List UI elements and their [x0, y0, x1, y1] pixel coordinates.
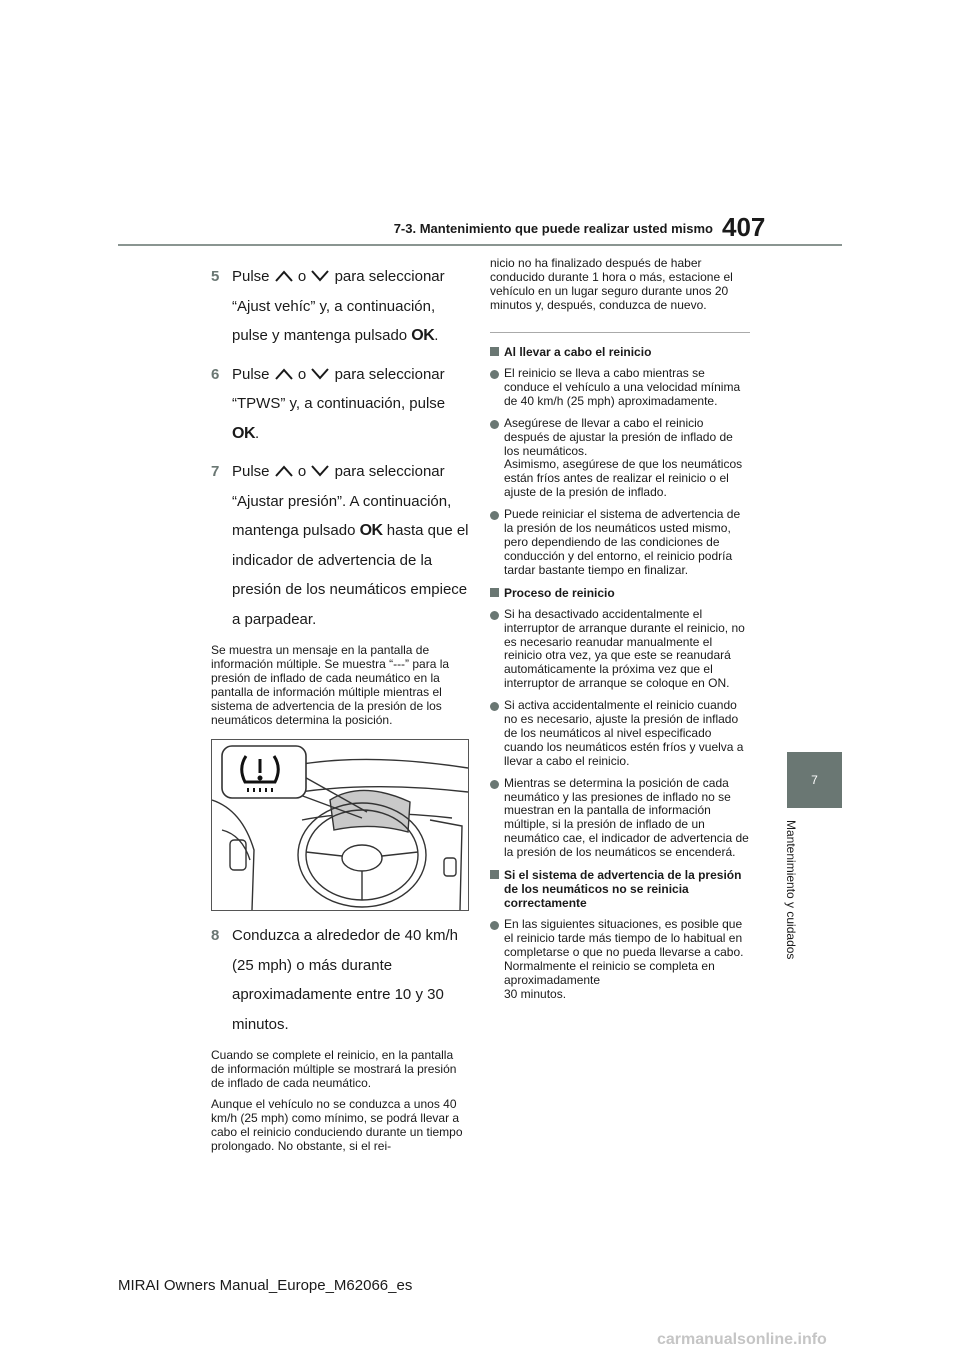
chapter-tab-label: [779, 820, 809, 1020]
ok-button-icon: OK: [411, 327, 435, 344]
step-text: Pulse: [232, 365, 270, 383]
bullet-dot-icon: [490, 511, 499, 520]
chevron-up-icon: [274, 368, 294, 380]
bullet-item: [490, 508, 750, 578]
note-text: Se muestra un mensaje en la pantalla de información múltiple. Se muestra “---” para la presión de inflado de cada neumático en la pantalla de información múltiple mientras el sistema de advertencia de la presión de los neumáticos determina la posición.: [211, 643, 450, 727]
section-title: 7-3. Mantenimiento que puede realizar usted mismo: [393, 221, 713, 236]
chevron-down-icon: [310, 368, 330, 380]
section-heading-text: Proceso de reinicio: [504, 585, 615, 600]
chapter-tab-number: 7: [787, 752, 842, 808]
left-column: [211, 262, 469, 1160]
bullet-item: [490, 608, 750, 691]
square-bullet-icon: [490, 347, 499, 356]
bullet-dot-icon: [490, 702, 499, 711]
square-bullet-icon: [490, 588, 499, 597]
step-text: para seleccionar “TPWS” y, a continuación, pulse: [232, 365, 446, 412]
bullet-item: [490, 417, 750, 500]
bullet-dot-icon: [490, 611, 499, 620]
bullet-dot-icon: [490, 420, 499, 429]
step-number: 8: [211, 927, 220, 944]
bullet-text: Asegúrese de llevar a cabo el reinicio después de ajustar la presión de inflado de los neumáticos. Asimismo, asegúrese de que los neumáticos están fríos antes de realizar el reinicio o el ajuste de la presión de inflado.: [504, 415, 743, 500]
step-text: o: [297, 268, 307, 285]
step-text: .: [434, 327, 439, 344]
right-column: [490, 256, 750, 1010]
square-bullet-icon: [490, 870, 499, 879]
step-text: para seleccionar “Ajustar presión”. A continuación, mantenga pulsado: [232, 463, 452, 539]
note-text-continued: nicio no ha finalizado después de haber conducido durante 1 hora o más, estacione el vehículo en un lugar seguro durante unos 20 minutos y, después, conduzca de nuevo.: [490, 256, 733, 312]
step-text: o: [297, 463, 307, 480]
bullet-text: Si ha desactivado accidentalmente el interruptor de arranque durante el reinicio, no es necesario reanudar manualmente el reinicio otra vez, ya que este se reanudará automáticamente la próxima vez que el interruptor de arranque se coloque en ON.: [504, 606, 745, 691]
step-text: Pulse: [232, 463, 270, 480]
section-heading: [490, 868, 750, 910]
document-footer: MIRAI Owners Manual_Europe_M62066_es: [118, 1277, 413, 1294]
bullet-item: [490, 918, 750, 1001]
bullet-text: Mientras se determina la posición de cada neumático y las presiones de inflado no se muestran en la pantalla de información múltiple, si la presión de inflado de un neumático cae, el indicador de advertencia de la presión de los neumáticos se encenderá.: [504, 775, 749, 860]
chevron-up-icon: [274, 465, 294, 477]
dashboard-illustration: [211, 739, 469, 911]
step-text: para seleccionar “Ajust vehíc” y, a continuación, pulse y mantenga pulsado: [232, 268, 445, 344]
note-text: Aunque el vehículo no se conduzca a unos 40 km/h (25 mph) como mínimo, se podrá llevar a cabo el reinicio conduciendo durante un tiempo prolongado. No obstante, si el rei-: [211, 1097, 463, 1153]
step-number: 5: [211, 268, 220, 285]
step-6: [211, 360, 469, 449]
step-5: [211, 262, 469, 351]
step-8: [211, 921, 469, 1039]
step-number: 6: [211, 365, 220, 383]
step-text: hasta que el indicador de advertencia de la presión de los neumáticos empiece a parpadear.: [232, 522, 469, 628]
step-number: 7: [211, 463, 220, 480]
chevron-up-icon: [274, 270, 294, 282]
section-heading-text: Si el sistema de advertencia de la presión de los neumáticos no se reinicia correctamente: [504, 868, 742, 911]
header-divider: [118, 244, 842, 246]
steering-wheel-dashboard-image: [212, 740, 468, 910]
section-divider: [490, 332, 750, 333]
bullet-dot-icon: [490, 780, 499, 789]
step-text: o: [297, 365, 307, 383]
bullet-item: [490, 367, 750, 409]
bullet-dot-icon: [490, 370, 499, 379]
bullet-text: Puede reiniciar el sistema de advertencia de la presión de los neumáticos usted mismo, pero dependiendo de las condiciones de conducción y del entorno, el reinicio podría tardar bastante tiempo en finalizar.: [504, 507, 741, 577]
bullet-text: Si activa accidentalmente el reinicio cuando no es necesario, ajuste la presión de inflado de los neumáticos al nivel especificado cuando los neumáticos estén fríos y vuelva a llevar a cabo el reinicio.: [504, 698, 744, 768]
step-text: .: [255, 424, 260, 442]
ok-button-icon: OK: [359, 522, 383, 539]
chapter-tab-label-text: Mantenimiento y cuidados: [784, 820, 798, 960]
bullet-item: [490, 777, 750, 860]
chevron-down-icon: [310, 270, 330, 282]
bullet-text: El reinicio se lleva a cabo mientras se conduce el vehículo a una velocidad mínima de 40 km/h (25 mph) aproximadamente.: [504, 366, 741, 408]
ok-button-icon: OK: [232, 424, 255, 442]
step-text: Conduzca a alrededor de 40 km/h (25 mph) o más durante aproximadamente entre 10 y 30 minutos.: [232, 927, 458, 1033]
bullet-dot-icon: [490, 921, 499, 930]
note-text: Cuando se complete el reinicio, en la pantalla de información múltiple se mostrará la presión de inflado de cada neumático.: [211, 1048, 457, 1090]
section-heading-text: Al llevar a cabo el reinicio: [504, 345, 652, 359]
watermark: carmanualsonline.info: [657, 1331, 827, 1348]
page-number: 407: [722, 212, 766, 242]
section-heading: [490, 345, 750, 359]
chevron-down-icon: [310, 465, 330, 477]
step-7: [211, 457, 469, 634]
bullet-item: [490, 699, 750, 769]
step-text: Pulse: [232, 268, 270, 285]
bullet-text: En las siguientes situaciones, es posible que el reinicio tarde más tiempo de lo habitual en completarse o que no pueda llevarse a cabo. Normalmente el reinicio se completa en aproximadamente 30 minutos.: [504, 917, 744, 1001]
section-heading: [490, 586, 750, 600]
